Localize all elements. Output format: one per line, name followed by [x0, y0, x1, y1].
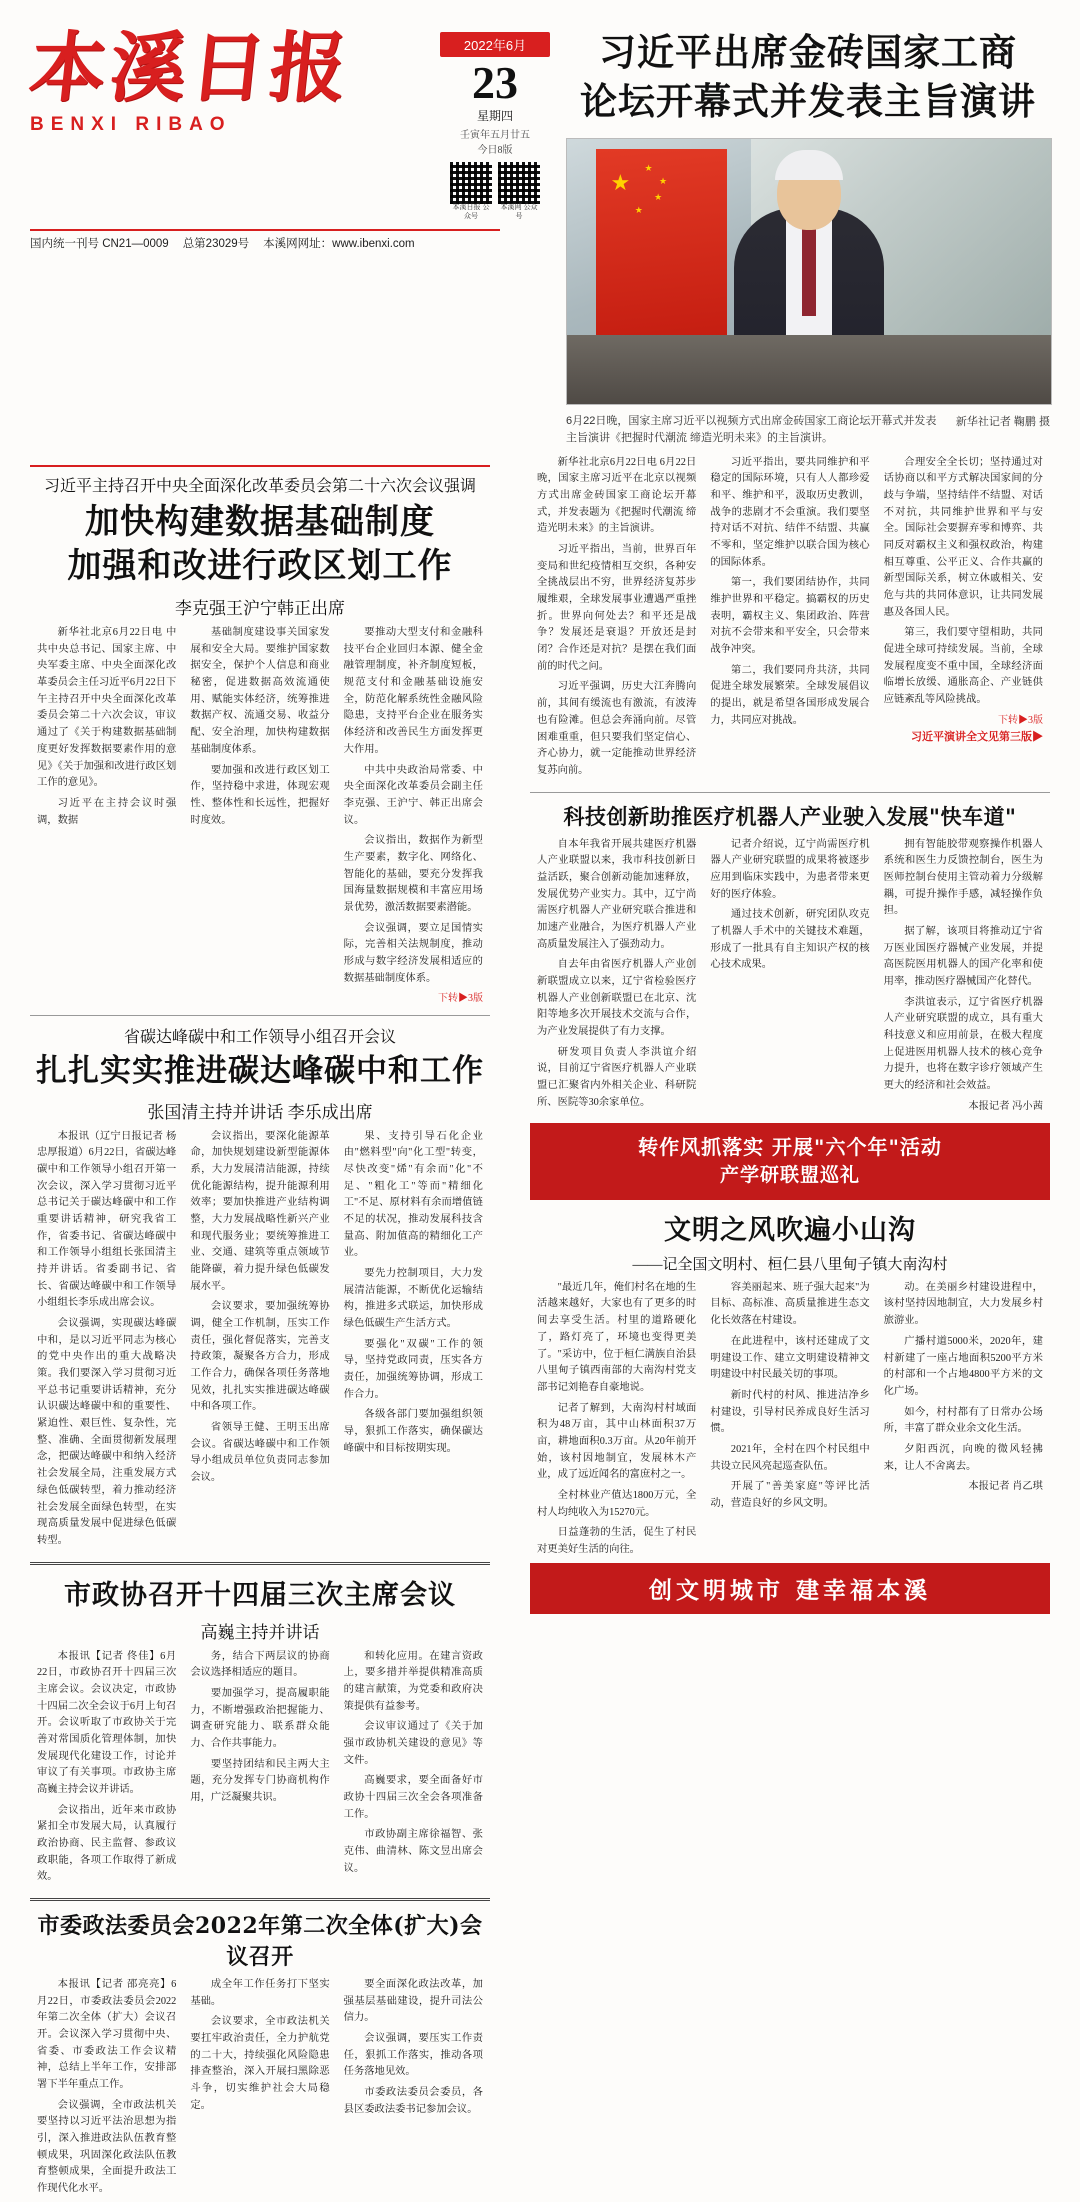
paragraph: 会议要求，全市政法机关要扛牢政治责任，全力护航党的二十大，持续强化风险隐患排查整治，深入开展扫黑除恶斗争，切实维护社会大局稳定。: [190, 2016, 330, 2111]
paragraph: 动。在美丽乡村建设进程中，该村坚持因地制宜，大力发展乡村旅游业。: [883, 1281, 1043, 1327]
story-party: [30, 1909, 490, 2202]
story-reform: [30, 473, 490, 1008]
story-carbon-subhead: 张国清主持并讲话 李乐成出席: [147, 1102, 373, 1122]
campaign-banner[interactable]: [530, 1123, 1050, 1200]
paragraph: 新时代村的村风、推进洁净乡村建设，引导村民养成良好生活习惯。: [710, 1389, 870, 1435]
paragraph: 记者了解到，大南沟村村域面积为48万亩，其中山林面积37万亩，耕地面积0.3万亩。从20年前开始，该村因地制宜，发展林木产业，成了远近闻名的富庶村之一。: [537, 1402, 697, 1481]
story-reform-shoulder: 习近平主持召开中央全面深化改革委员会第二十六次会议强调: [43, 477, 476, 495]
story-carbon: [30, 1024, 490, 1553]
story-column: [703, 455, 876, 784]
qr-code-daily-caption: 本溪日报 公众号: [452, 204, 490, 220]
masthead-meta: [30, 235, 550, 251]
masthead: [0, 0, 1080, 447]
issue-year-month: 2022年6月: [440, 32, 550, 57]
paragraph: 容美丽起来、班子强大起来"为目标、高标准、高质量推进生态文化长效落在村建设。: [710, 1281, 870, 1327]
story-column: [30, 1649, 183, 1890]
story-column: [530, 1280, 703, 1563]
right-column-region: [520, 455, 1080, 2202]
paragraph: 和转化应用。在建言资政上，要多措并举提供精准高质的建言献策，为党委和政府决策提供有益参考。: [343, 1650, 483, 1712]
paragraph: 新华社北京6月22日电 中共中央总书记、国家主席、中央军委主席、中央全面深化改革委员会主任习近平6月22日下午主持召开中央全面深化改革委员会第二十六次会议，审议通过了《关于构建数据基础制度更好发挥数据要素作用的意见》《关于加强和改进行政区划工作的意见》。: [37, 627, 177, 789]
paragraph: 通过技术创新，研究团队攻克了机器人手术中的关键技术难题，形成了一批具有自主知识产权的核心技术成果。: [710, 909, 870, 971]
story-robot-byline: 本报记者 冯小茜: [968, 1100, 1043, 1112]
paragraph: 本报讯【记者 佟佳】6月22日，市政协召开十四届三次主席会议。会议决定，市政协十四届二次全会议于6月上旬召开。会议听取了市政协关于完善对常国质化管理体制，加快发展现代化建设工作，讨论并审议了有关事项。市政协主席高巍主持会议并讲话。: [37, 1650, 177, 1795]
paragraph: 要推动大型支付和金融科技平台企业回归本源、健全金融管理制度，补齐制度短板，规范支付和金融基础设施安全，防范化解系统性金融风险隐患，支持平台企业在服务实体经济和改善民生方面发挥更大作用。: [343, 627, 483, 755]
story-column: [877, 1280, 1050, 1563]
paragraph: 会议强调，实现碳达峰碳中和，是以习近平同志为核心的党中央作出的重大战略决策。我们要深入学习贯彻习近平总书记重要讲话精神，充分认识碳达峰碳中和的重要性、紧迫性、艰巨性、复杂性，完整、准确、全面贯彻新发展理念，把碳达峰碳中和纳入经济社会发展全局，注重发展方式绿色低碳转型，着力推动经济社会发展全面绿色转型，在实现高质量发展中促进绿色低碳转型。: [37, 1318, 177, 1546]
paragraph: 要加强学习，提高履职能力，不断增强政治把握能力、调查研究能力、联系群众能力、合作共事能力。: [190, 1687, 330, 1749]
top-story-headline: [566, 28, 1050, 126]
paragraph: 会议指出，要深化能源革命，加快规划建设新型能源体系，大力发展清洁能源，持续优化能源结构，提升能源利用效率；要加快推进产业结构调整，大力发展战略性新兴产业和现代服务业；要统筹推进工业、交通、建筑等重点领域节能降碳，着力提升绿色低碳发展水平。: [190, 1130, 330, 1292]
top-story-jump-note[interactable]: 下转▶3版: [997, 714, 1043, 726]
flag-star-icon: ★: [654, 191, 663, 202]
left-column-region: [0, 455, 520, 2202]
paragraph: 会议指出，数据作为新型生产要素，数字化、网络化、智能化的基础，要充分发挥我国海量数据规模和丰富应用场景优势，激活数据要素潜能。: [343, 835, 483, 913]
story-carbon-columns: [30, 1129, 490, 1554]
qr-code-web[interactable]: [498, 162, 540, 221]
paragraph: 要先力控制项目，大力发展清洁能源，不断优化运输结构，推进多式联运，加快形成绿色低碳生产生活方式。: [343, 1268, 483, 1330]
issue-lunar-date: 壬寅年五月廿五: [460, 130, 530, 142]
issue-date-block: [440, 32, 550, 221]
paragraph: 会议要求，要加强统筹协调，健全工作机制，压实工作责任，强化督促落实，完善支持政策，凝聚各方合力，形成工作合力，确保各项任务落地见效，扎扎实实推进碳达峰碳中和各项工作。: [190, 1301, 330, 1413]
page-body: [0, 455, 1080, 2202]
photo-tie: [802, 220, 816, 316]
paragraph: 习近平强调，历史大江奔腾向前，其间有缓流也有激流，有波涛也有险滩。但总会奔涌向前。尽管困难重重，但只要我们坚定信心、齐心协力，就一定能推动世界经济复苏向前。: [537, 681, 697, 776]
paragraph: 广播村道5000米，2020年，建村新建了一座占地面积5200平方米的村部和一个占地4800平方米的文化广场。: [883, 1335, 1043, 1397]
paragraph: 自本年我省开展共建医疗机器人产业联盟以来，我市科技创新日益活跃，聚合创新动能加速释放，发展优势产业实力。其中，辽宁尚需医疗机器人产业研究联合推进和加速产业融合，为医疗机器人产业高质量发展注入了强劲动力。: [537, 838, 697, 950]
paragraph: 李洪谊表示，辽宁省医疗机器人产业研究联盟的成立，具有重大科技意义和应用前景，在极大程度上促进医用机器人技术的核心竞争力提升，也将在数字诊疗领域产生更大的经济和社会效益。: [883, 996, 1043, 1091]
story-column: [183, 1977, 336, 2202]
qr-code-icon: [450, 162, 492, 204]
top-story: [550, 28, 1050, 447]
paragraph: 全村林业产值达1800万元，全村人均纯收入为15270元。: [537, 1489, 697, 1518]
paragraph: "最近几年，俺们村名在地的生活越来越好，大家也有了更多的时间去享受生活。村里的道路硬化了，路灯亮了，环境也变得更美了。"采访中，位于桓仁满族自治县八里甸子镇西南部的大南沟村党支部书记刘艳春自豪地说。: [537, 1281, 697, 1393]
photo-credit: 新华社记者 鞠鹏 摄: [955, 415, 1050, 428]
story-column: [183, 1649, 336, 1890]
masthead-divider: [30, 229, 500, 231]
story-carbon-headline: 扎扎实实推进碳达峰碳中和工作: [36, 1053, 484, 1090]
paragraph: 要强化"双碳"工作的领导，坚持党政同责，压实各方责任，加强统筹协调，形成工作合力。: [343, 1338, 483, 1400]
newspaper-logo-pinyin: BENXI RIBAO: [30, 113, 232, 135]
story-column: [703, 1280, 876, 1563]
qr-code-web-caption: 本溪网 公众号: [500, 204, 538, 220]
flag-star-icon: ★: [658, 175, 668, 186]
story-reform-headline-line2: 加强和改进行政区划工作: [67, 545, 453, 586]
section-divider-red: [30, 465, 490, 467]
paragraph: 市政协副主席徐福智、张克伟、曲清林、陈文昱出席会议。: [343, 1829, 483, 1874]
qr-code-icon: [498, 162, 540, 204]
story-column: [877, 837, 1050, 1116]
photo-desk: [567, 335, 1051, 404]
story-party-columns: [30, 1977, 490, 2202]
campaign-banner-line1: 转作风抓落实 开展"六个年"活动: [638, 1135, 942, 1160]
website-url[interactable]: 本溪网网址：www.ibenxi.com: [263, 238, 415, 251]
section-divider: [530, 792, 1050, 793]
story-column: [337, 625, 490, 1007]
story-cppcc-columns: [30, 1649, 490, 1890]
story-reform-headline: [30, 500, 490, 588]
story-cppcc: [30, 1573, 490, 1890]
paragraph: 夕阳西沉，向晚的微风轻拂来，让人不舍离去。: [883, 1443, 1043, 1472]
story-reform-headline-line1: 加快构建数据基础制度: [85, 501, 435, 542]
story-column: [30, 1977, 183, 2202]
qr-code-group: [440, 162, 550, 221]
paragraph: 如今，村村都有了日常办公场所，丰富了群众业余文化生活。: [883, 1406, 1043, 1435]
paragraph: 基础制度建设事关国家发展和安全大局。要维护国家数据安全，保护个人信息和商业秘密，促进数据高效流通使用、赋能实体经济，统筹推进数据产权、流通交易、收益分配、安全治理，加快构建数据基础制度体系。: [190, 627, 330, 755]
campaign-banner-line2: 产学研联盟巡礼: [719, 1164, 860, 1187]
flag-star-icon: ★: [610, 170, 631, 196]
story-column: [183, 1129, 336, 1554]
story-column: [703, 837, 876, 1116]
story-column: [337, 1649, 490, 1890]
top-story-headline-line2: 论坛开幕式并发表主旨演讲: [580, 78, 1036, 123]
paragraph: 记者介绍说，辽宁尚需医疗机器人产业研究联盟的成果将被逐步应用到临床实践中，为患者带来更好的医疗体验。: [710, 838, 870, 900]
story-column: [183, 625, 336, 1007]
story-robot-columns: [530, 837, 1050, 1116]
story-village-headline: 文明之风吹遍小山沟: [664, 1214, 916, 1246]
photo-caption: 6月22日晚，国家主席习近平以视频方式出席金砖国家工商论坛开幕式并发表主旨演讲《把握时代潮流 缔造光明未来》的主旨演讲。: [566, 414, 937, 444]
paragraph: 高巍要求，要全面备好市政协十四届三次全会各项准备工作。: [343, 1775, 483, 1820]
paragraph: 要全面深化政法改革，加强基层基础建设，提升司法公信力。: [343, 1978, 483, 2024]
story-party-headline: 市委政法委员会2022年第二次全体(扩大)会议召开: [37, 1912, 483, 1970]
paragraph: 第二，我们要同舟共济，共同促进全球发展繁荣。全球发展倡议的提出，就是希望各国形成发展合力，共同应对挑战。: [710, 664, 870, 726]
paragraph: 会议强调，全市政法机关要坚持以习近平法治思想为指引，深入推进政法队伍教育整顿成果，巩固深化政法队伍教育整顿成果，全面提升政法工作现代化水平。: [37, 2099, 177, 2194]
story-village-subhead: ——记全国文明村、桓仁县八里甸子镇大南沟村: [632, 1256, 948, 1273]
paragraph: 会议强调，要压实工作责任，狠抓工作落实，推动各项任务落地见效。: [343, 2032, 483, 2078]
paragraph: 在此进程中，该村还建成了文明建设工作、建立文明建设精神文明建设中村民最关切的事项。: [710, 1335, 870, 1381]
issue-page-count: 今日8版: [477, 145, 513, 157]
paragraph: 习近平在主持会议时强调，数据: [37, 797, 177, 826]
paragraph: 研发项目负责人李洪谊介绍说，目前辽宁省医疗机器人产业联盟已汇聚省内外相关企业、科研院所、医院等30余家单位。: [537, 1046, 697, 1108]
story-village-columns: [530, 1280, 1050, 1563]
story-village: [530, 1208, 1050, 1614]
paragraph: 日益蓬勃的生活，促生了村民对更美好生活的向往。: [537, 1527, 697, 1555]
paragraph: 中共中央政治局常委、中央全面深化改革委员会副主任李克强、王沪宁、韩正出席会议。: [343, 764, 483, 826]
paragraph: 会议强调，要立足国情实际，完善相关法规制度，推动形成与数字经济发展相适应的数据基础制度体系。: [343, 922, 483, 984]
top-story-columns: [530, 455, 1050, 784]
story-column: [337, 1129, 490, 1554]
story-robot-headline: 科技创新助推医疗机器人产业驶入发展"快车道": [563, 803, 1017, 829]
slogan-banner[interactable]: 创文明城市 建幸福本溪: [530, 1563, 1050, 1614]
story-carbon-shoulder: 省碳达峰碳中和工作领导小组召开会议: [123, 1029, 396, 1047]
story-robot: [530, 801, 1050, 1200]
paragraph: 本报讯【记者 邵亮亮】6月22日，市委政法委员会2022年第二次全体（扩大）会议召开。会议深入学习贯彻中央、省委、市委政法工作会议精神，总结上半年工作，安排部署下半年重点工作。: [37, 1978, 177, 2090]
paragraph: 要坚持团结和民主两大主题，充分发挥专门协商机构作用，广泛凝聚共识。: [190, 1758, 330, 1803]
paragraph: 省领导王健、王明玉出席会议。省碳达峰碳中和工作领导小组成员单位负责同志参加会议。: [190, 1422, 330, 1484]
paragraph: 会议指出，近年来市政协紧扣全市发展大局，认真履行政治协商、民主监督、参政议政职能，各项工作取得了新成效。: [37, 1804, 177, 1883]
section-divider: [30, 1015, 490, 1016]
paragraph: 拥有智能胶带观察操作机器人系统和医生力反馈控制台，医生为医师控制台使用主管动着力分级解耦，可提升操作手感，减轻操作负担。: [883, 838, 1043, 917]
story-column: [337, 1977, 490, 2202]
story-cppcc-headline: 市政协召开十四届三次主席会议: [64, 1579, 456, 1611]
issue-day: 23: [472, 57, 518, 108]
story-column: [530, 455, 703, 784]
paragraph: 成全年工作任务打下坚实基础。: [190, 1978, 330, 2007]
paragraph: 2021年，全村在四个村民组中共设立民风亮起巡查队伍。: [710, 1443, 870, 1472]
issue-number: 总第23029号: [182, 238, 250, 251]
story-village-byline: 本报记者 肖乙琪: [968, 1481, 1043, 1493]
story-column: [30, 625, 183, 1007]
paragraph: 市委政法委员会委员，各县区委政法委书记参加会议。: [343, 2086, 483, 2115]
section-divider-double: [30, 1562, 490, 1565]
paragraph: 据了解，该项目将推动辽宁省万医业国医疗器械产业发展，并提高医院医用机器人的国产化率和使用率，推动医疗器械国产化替代。: [883, 925, 1043, 987]
issn-number: 国内统一刊号 CN21—0009: [30, 238, 169, 251]
paragraph: 自去年由省医疗机器人产业创新联盟成立以来，辽宁省检验医疗机器人产业创新联盟已在北京、沈阳等地多次开展技术交流与合作，为产业发展提供了有力支撑。: [537, 959, 697, 1037]
qr-code-daily[interactable]: [450, 162, 492, 221]
photo-caption-row: [566, 413, 1050, 447]
paragraph: 习近平指出，要共同维护和平稳定的国际环境，只有人人都珍爱和平、维护和平，汲取历史教训，战争的悲剧才不会重演。我们要坚持对话不对抗、结伴不结盟、共赢不零和，坚定维护以联合国为核心的国际体系。: [710, 456, 870, 568]
story-column: [30, 1129, 183, 1554]
newspaper-logo: 本溪日报: [25, 23, 355, 112]
paragraph: 各级各部门要加强组织领导，狠抓工作落实，确保碳达峰碳中和目标按期实现。: [343, 1409, 483, 1454]
top-story-photo: [566, 138, 1052, 405]
story-reform-subhead: 李克强王沪宁韩正出席: [175, 599, 345, 619]
paragraph: 会议审议通过了《关于加强市政协机关建设的意见》等文件。: [343, 1721, 483, 1766]
paragraph: 本报讯（辽宁日报记者 杨忠厚报道）6月22日，省碳达峰碳中和工作领导小组召开第一次会议，深入学习贯彻习近平总书记关于碳达峰碳中和工作重要讲话精神，研究我省工作，省委书记、省碳达峰碳中和工作领导小组组长张国清主持并讲话。省委副书记、省长、省碳达峰碳中和工作领导小组组长李乐成出席会议。: [37, 1130, 177, 1309]
issue-weekday: 星期四: [476, 109, 513, 124]
paragraph: 果、支持引导石化企业由"燃料型"向"化工型"转变，尽快改变"烯"有余而"化"不足、"粗化工"等而"精细化工"不足、原材料有余而增值链不足的状况，推动发展科技含量高、附加值高的精细化工产业。: [343, 1130, 483, 1259]
story-column: [877, 455, 1050, 784]
flag-star-icon: ★: [634, 204, 643, 215]
paragraph: 习近平指出，当前，世界百年变局和世纪疫情相互交织，各种安全挑战层出不穷，世界经济复苏步履维艰，全球发展事业遭遇严重挫折。世界向何处去？和平还是战争？发展还是衰退？开放还是封闭？合作还是对抗？是摆在我们面前的时代之问。: [537, 544, 697, 672]
story-cppcc-subhead: 高巍主持并讲话: [200, 1622, 320, 1642]
top-story-headline-line1: 习近平出席金砖国家工商: [599, 30, 1017, 74]
story-reform-jump[interactable]: 下转▶3版: [437, 993, 483, 1005]
paragraph: 务，结合下两层议的协商会议选择相适应的题目。: [190, 1650, 330, 1679]
paragraph: 新华社北京6月22日电 6月22日晚，国家主席习近平在北京以视频方式出席金砖国家工商论坛开幕式，并发表题为《把握时代潮流 缔造光明未来》的主旨演讲。: [537, 456, 697, 535]
masthead-left: [25, 23, 550, 447]
paragraph: 要加强和改进行政区划工作，坚持稳中求进，体现宏观性、整体性和长远性，把握好时度效。: [190, 764, 330, 826]
top-story-jump-link[interactable]: 习近平演讲全文见第三版▶: [910, 731, 1043, 744]
flag-star-icon: ★: [644, 162, 653, 173]
paragraph: 开展了"善美家庭"等评比活动，营造良好的乡风文明。: [710, 1481, 870, 1509]
story-column: [530, 837, 703, 1116]
story-reform-columns: [30, 625, 490, 1007]
section-divider-double: [30, 1898, 490, 1901]
paragraph: 第三，我们要守望相助，共同促进全球可持续发展。当前，全球发展程度变不重中国，全球经济面临增长放缓、通胀高企、产业链供应链紊乱等风险挑战。: [883, 627, 1043, 706]
paragraph: 第一，我们要团结协作，共同维护世界和平稳定。搞霸权的历史表明，霸权主义、集团政治、阵营对抗不会带来和平安全，只会带来战争冲突。: [710, 577, 870, 656]
paragraph: 合理安全全长切；坚持通过对话协商以和平方式解决国家间的分歧与争端，坚持结伴不结盟、对话不对抗，共同维护世界和平与安全。国际社会要摒弃零和博弈、共同反对霸权主义和强权政治，构建相互尊重、公平正义、合作共赢的新型国际关系，树立休戚相关、安危与共的共同体意识，让共同发展惠及各国人民。: [883, 456, 1043, 618]
